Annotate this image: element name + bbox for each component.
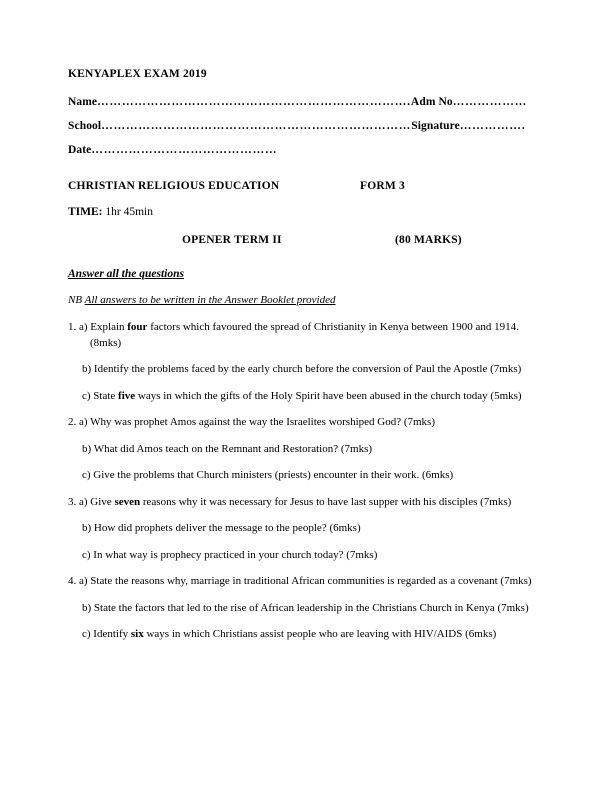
question-text: Identify the problems faced by the early church before the conversion of Paul the Apostle (7mks) [93, 363, 522, 375]
term-row [68, 234, 540, 250]
question-text: Give [90, 495, 115, 508]
field-line-date [68, 144, 540, 156]
question-emphasis: five [118, 389, 136, 402]
question-group [68, 320, 540, 404]
question-part [68, 495, 540, 511]
question-text: How did prophets deliver the message to the people? (6mks) [93, 522, 361, 534]
question-part [68, 362, 540, 378]
question-part-letter: a) [79, 321, 91, 333]
question-text: Explain [90, 321, 128, 333]
question-number: 2. [68, 416, 79, 428]
subject-title: CHRISTIAN RELIGIOUS EDUCATION [68, 180, 280, 192]
nb-prefix: NB [68, 294, 83, 306]
signature-dots: ……………. [459, 120, 526, 132]
question-part-letter: a) [79, 495, 91, 508]
question-part-letter: b) [82, 601, 94, 614]
question-group [68, 574, 540, 643]
answer-all-instruction: Answer all the questions [68, 268, 184, 280]
question-text-tail: reasons why it was necessary for Jesus to have last supper with his disciples (7mks) [140, 495, 512, 508]
form-level: FORM 3 [360, 180, 405, 192]
question-text-tail: ways in which Christians assist people who are leaving with HIV/AIDS (6mks) [143, 628, 497, 640]
adm-no-dots: ……………… [452, 96, 528, 108]
question-part-letter: a) [79, 416, 91, 428]
adm-no-label: Adm No [410, 96, 453, 108]
question-part-letter: c) [82, 469, 94, 481]
question-emphasis: seven [114, 495, 141, 508]
question-part [68, 320, 540, 351]
question-text: What did Amos teach on the Remnant and Restoration? (7mks) [93, 442, 373, 455]
date-dots: ……………………………………… [91, 144, 278, 156]
time-duration: 1hr 45min [105, 206, 153, 218]
question-part [68, 548, 540, 564]
term-title: OPENER TERM II [182, 234, 282, 246]
question-part-letter: b) [82, 363, 94, 375]
question-part-letter: c) [82, 389, 94, 402]
question-part-letter: c) [82, 628, 94, 640]
question-text-tail: factors which favoured the spread of Christianity in Kenya between 1900 and 1914. (8mks) [90, 321, 519, 349]
exam-title: KENYAPLEX EXAM 2019 [68, 68, 207, 80]
document-body [68, 68, 540, 654]
question-part [68, 574, 540, 590]
question-number: 4. [68, 575, 79, 587]
question-part [68, 442, 540, 458]
question-group [68, 495, 540, 564]
name-label: Name [68, 96, 98, 108]
question-group [68, 415, 540, 484]
questions-list [68, 320, 540, 643]
question-part-letter: c) [82, 548, 94, 561]
question-text: State the reasons why, marriage in traditional African communities is regarded as a covenant (7mks) [90, 575, 532, 587]
field-line-name [68, 96, 540, 108]
total-marks: (80 MARKS) [395, 234, 462, 246]
question-text: State the factors that led to the rise of African leadership in the Christians Church in Kenya (7mks) [93, 601, 529, 614]
subject-row [68, 180, 540, 196]
question-emphasis: six [130, 628, 144, 640]
time-row [68, 206, 540, 222]
question-part [68, 468, 540, 484]
school-label: School [68, 120, 102, 132]
question-text: Why was prophet Amos against the way the Israelites worshiped God? (7mks) [90, 416, 436, 428]
question-part-letter: a) [79, 575, 91, 587]
question-part-letter: b) [82, 522, 94, 534]
nb-text: All answers to be written in the Answer Booklet provided [84, 294, 336, 306]
field-line-school [68, 120, 540, 132]
question-emphasis: four [127, 321, 148, 333]
question-text: Give the problems that Church ministers (priests) encounter in their work. (6mks) [93, 469, 454, 481]
question-part [68, 389, 540, 405]
date-label: Date [68, 144, 92, 156]
question-text-tail: ways in which the gifts of the Holy Spirit have been abused in the church today (5mks) [135, 389, 522, 402]
signature-label: Signature [411, 120, 460, 132]
school-dots: ………………………………………………………………… [101, 120, 412, 132]
time-label: TIME: [68, 206, 103, 218]
question-text: Identify [93, 628, 131, 640]
question-number: 3. [68, 495, 79, 508]
question-text: State [93, 389, 119, 402]
question-part [68, 521, 540, 537]
question-part-letter: b) [82, 442, 94, 455]
question-number: 1. [68, 321, 79, 333]
question-text: In what way is prophecy practiced in your church today? (7mks) [93, 548, 378, 561]
nb-note [68, 294, 540, 306]
question-part [68, 415, 540, 431]
question-part [68, 627, 540, 643]
question-part [68, 601, 540, 617]
name-dots: …………………………………………………………………. [97, 96, 411, 108]
